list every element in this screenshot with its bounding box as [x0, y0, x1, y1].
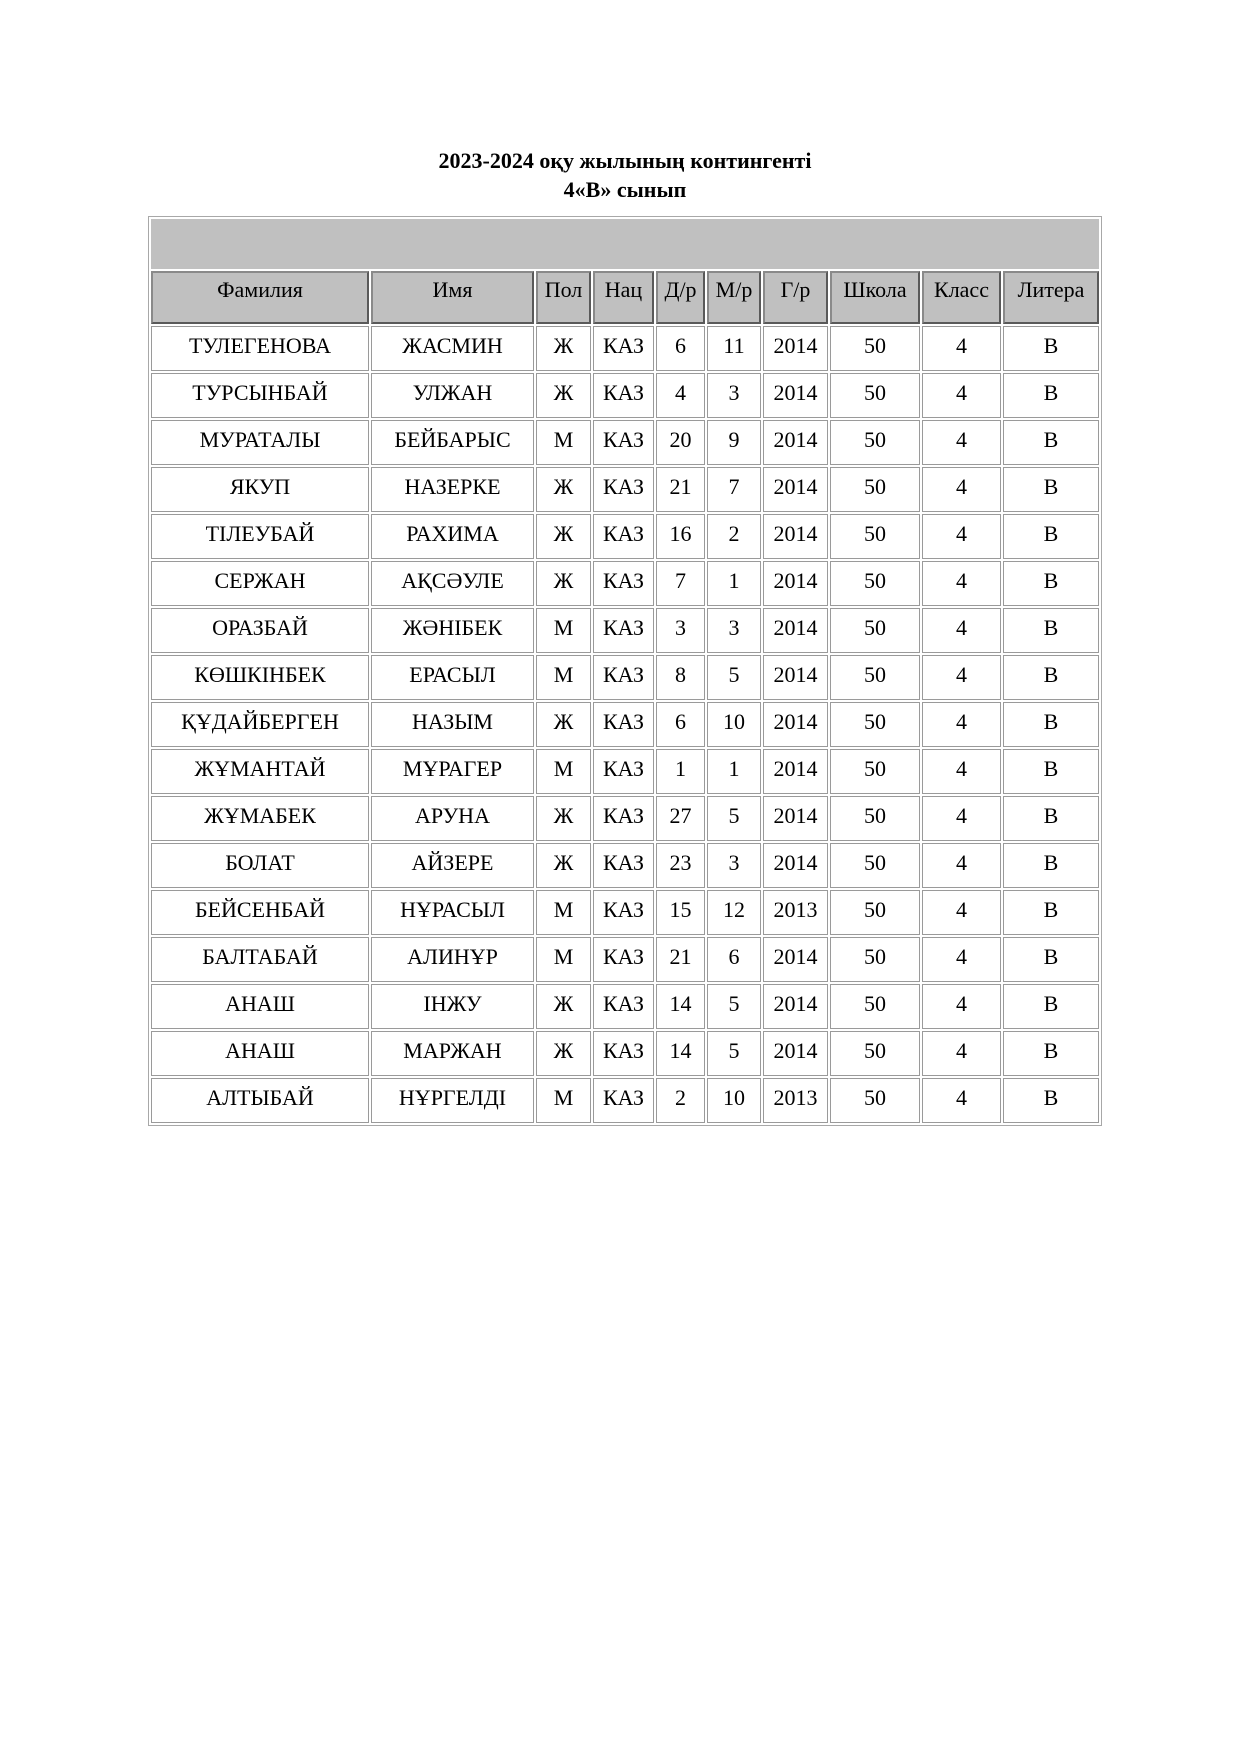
name-cell: ІНЖУ — [371, 984, 534, 1029]
letter-cell: В — [1003, 420, 1099, 465]
name-cell: НАЗЫМ — [371, 702, 534, 747]
gender-cell: Ж — [536, 514, 591, 559]
class-cell: 4 — [922, 514, 1001, 559]
table-row — [151, 655, 1099, 700]
title-line-year: 2023-2024 оқу жылының контингенті — [438, 148, 812, 173]
birth-year-cell: 2014 — [763, 608, 828, 653]
school-cell: 50 — [830, 937, 920, 982]
nationality-cell: КАЗ — [593, 1031, 654, 1076]
birth-day-cell: 27 — [656, 796, 705, 841]
nationality-cell: КАЗ — [593, 608, 654, 653]
name-cell: АЛИНҰР — [371, 937, 534, 982]
letter-cell: В — [1003, 608, 1099, 653]
birth-year-cell: 2014 — [763, 514, 828, 559]
table-row — [151, 420, 1099, 465]
birth-month-cell: 5 — [707, 984, 761, 1029]
surname-cell: ТУРСЫНБАЙ — [151, 373, 369, 418]
nationality-cell: КАЗ — [593, 373, 654, 418]
table-row — [151, 1031, 1099, 1076]
school-cell: 50 — [830, 326, 920, 371]
letter-cell: В — [1003, 702, 1099, 747]
surname-cell: МУРАТАЛЫ — [151, 420, 369, 465]
column-header-surname: Фамилия — [151, 271, 369, 324]
column-header-birth-day: Д/р — [656, 271, 705, 324]
letter-cell: В — [1003, 796, 1099, 841]
school-cell: 50 — [830, 702, 920, 747]
birth-year-cell: 2014 — [763, 326, 828, 371]
surname-cell: СЕРЖАН — [151, 561, 369, 606]
name-cell: НАЗЕРКЕ — [371, 467, 534, 512]
birth-day-cell: 6 — [656, 326, 705, 371]
table-row — [151, 608, 1099, 653]
birth-day-cell: 8 — [656, 655, 705, 700]
class-cell: 4 — [922, 373, 1001, 418]
class-cell: 4 — [922, 326, 1001, 371]
gender-cell: М — [536, 608, 591, 653]
birth-day-cell: 7 — [656, 561, 705, 606]
class-cell: 4 — [922, 796, 1001, 841]
nationality-cell: КАЗ — [593, 420, 654, 465]
table-body — [151, 326, 1099, 1123]
birth-year-cell: 2014 — [763, 937, 828, 982]
birth-year-cell: 2013 — [763, 1078, 828, 1123]
class-cell: 4 — [922, 467, 1001, 512]
letter-cell: В — [1003, 984, 1099, 1029]
birth-day-cell: 16 — [656, 514, 705, 559]
surname-cell: ТУЛЕГЕНОВА — [151, 326, 369, 371]
birth-month-cell: 5 — [707, 655, 761, 700]
birth-day-cell: 21 — [656, 937, 705, 982]
class-cell: 4 — [922, 420, 1001, 465]
name-cell: ЕРАСЫЛ — [371, 655, 534, 700]
gender-cell: Ж — [536, 843, 591, 888]
class-cell: 4 — [922, 561, 1001, 606]
birth-month-cell: 2 — [707, 514, 761, 559]
letter-cell: В — [1003, 561, 1099, 606]
surname-cell: ЖҰМАНТАЙ — [151, 749, 369, 794]
nationality-cell: КАЗ — [593, 467, 654, 512]
table-row — [151, 514, 1099, 559]
surname-cell: ҚҰДАЙБЕРГЕН — [151, 702, 369, 747]
letter-cell: В — [1003, 843, 1099, 888]
table-row — [151, 702, 1099, 747]
birth-day-cell: 14 — [656, 984, 705, 1029]
surname-cell: АНАШ — [151, 984, 369, 1029]
table-row — [151, 890, 1099, 935]
birth-month-cell: 11 — [707, 326, 761, 371]
school-cell: 50 — [830, 420, 920, 465]
table-banner — [151, 219, 1099, 269]
nationality-cell: КАЗ — [593, 702, 654, 747]
name-cell: АЙЗЕРЕ — [371, 843, 534, 888]
birth-month-cell: 3 — [707, 608, 761, 653]
birth-day-cell: 23 — [656, 843, 705, 888]
birth-day-cell: 6 — [656, 702, 705, 747]
birth-year-cell: 2014 — [763, 420, 828, 465]
name-cell: МҰРАГЕР — [371, 749, 534, 794]
name-cell: НҰРАСЫЛ — [371, 890, 534, 935]
class-cell: 4 — [922, 608, 1001, 653]
surname-cell: ЖҰМАБЕК — [151, 796, 369, 841]
gender-cell: М — [536, 655, 591, 700]
class-cell: 4 — [922, 749, 1001, 794]
table-row — [151, 561, 1099, 606]
birth-day-cell: 2 — [656, 1078, 705, 1123]
birth-year-cell: 2014 — [763, 561, 828, 606]
title-line-class: 4«В» сынып — [563, 177, 687, 202]
gender-cell: М — [536, 937, 591, 982]
birth-year-cell: 2014 — [763, 984, 828, 1029]
birth-month-cell: 6 — [707, 937, 761, 982]
nationality-cell: КАЗ — [593, 655, 654, 700]
letter-cell: В — [1003, 937, 1099, 982]
name-cell: АҚСӘУЛЕ — [371, 561, 534, 606]
gender-cell: Ж — [536, 984, 591, 1029]
gender-cell: Ж — [536, 1031, 591, 1076]
nationality-cell: КАЗ — [593, 937, 654, 982]
letter-cell: В — [1003, 373, 1099, 418]
surname-cell: АНАШ — [151, 1031, 369, 1076]
table-row — [151, 937, 1099, 982]
document-title — [149, 146, 1101, 204]
nationality-cell: КАЗ — [593, 984, 654, 1029]
table-row — [151, 467, 1099, 512]
gender-cell: М — [536, 749, 591, 794]
table-row — [151, 326, 1099, 371]
table-row — [151, 749, 1099, 794]
birth-year-cell: 2014 — [763, 655, 828, 700]
class-cell: 4 — [922, 984, 1001, 1029]
birth-year-cell: 2014 — [763, 702, 828, 747]
nationality-cell: КАЗ — [593, 749, 654, 794]
surname-cell: АЛТЫБАЙ — [151, 1078, 369, 1123]
birth-day-cell: 1 — [656, 749, 705, 794]
gender-cell: М — [536, 890, 591, 935]
school-cell: 50 — [830, 467, 920, 512]
gender-cell: М — [536, 420, 591, 465]
letter-cell: В — [1003, 749, 1099, 794]
school-cell: 50 — [830, 796, 920, 841]
nationality-cell: КАЗ — [593, 1078, 654, 1123]
class-cell: 4 — [922, 655, 1001, 700]
birth-year-cell: 2014 — [763, 796, 828, 841]
table-row — [151, 843, 1099, 888]
letter-cell: В — [1003, 655, 1099, 700]
birth-day-cell: 21 — [656, 467, 705, 512]
surname-cell: БЕЙСЕНБАЙ — [151, 890, 369, 935]
birth-day-cell: 15 — [656, 890, 705, 935]
surname-cell: ОРАЗБАЙ — [151, 608, 369, 653]
gender-cell: Ж — [536, 796, 591, 841]
birth-month-cell: 5 — [707, 796, 761, 841]
birth-year-cell: 2013 — [763, 890, 828, 935]
surname-cell: БАЛТАБАЙ — [151, 937, 369, 982]
table-row — [151, 373, 1099, 418]
school-cell: 50 — [830, 1031, 920, 1076]
school-cell: 50 — [830, 749, 920, 794]
column-header-birth-month: М/р — [707, 271, 761, 324]
birth-month-cell: 5 — [707, 1031, 761, 1076]
gender-cell: М — [536, 1078, 591, 1123]
birth-month-cell: 12 — [707, 890, 761, 935]
table-row — [151, 984, 1099, 1029]
class-cell: 4 — [922, 1031, 1001, 1076]
table-header-row — [151, 271, 1099, 324]
column-header-birth-year: Г/р — [763, 271, 828, 324]
table-banner-row — [151, 219, 1099, 269]
birth-day-cell: 4 — [656, 373, 705, 418]
table-row — [151, 796, 1099, 841]
birth-month-cell: 3 — [707, 373, 761, 418]
birth-year-cell: 2014 — [763, 467, 828, 512]
school-cell: 50 — [830, 373, 920, 418]
surname-cell: КӨШКІНБЕК — [151, 655, 369, 700]
nationality-cell: КАЗ — [593, 326, 654, 371]
birth-day-cell: 20 — [656, 420, 705, 465]
gender-cell: Ж — [536, 373, 591, 418]
name-cell: НҰРГЕЛДІ — [371, 1078, 534, 1123]
surname-cell: ЯКУП — [151, 467, 369, 512]
birth-month-cell: 9 — [707, 420, 761, 465]
name-cell: АРУНА — [371, 796, 534, 841]
birth-month-cell: 7 — [707, 467, 761, 512]
nationality-cell: КАЗ — [593, 890, 654, 935]
school-cell: 50 — [830, 890, 920, 935]
class-cell: 4 — [922, 702, 1001, 747]
class-cell: 4 — [922, 890, 1001, 935]
nationality-cell: КАЗ — [593, 561, 654, 606]
gender-cell: Ж — [536, 561, 591, 606]
letter-cell: В — [1003, 326, 1099, 371]
letter-cell: В — [1003, 1031, 1099, 1076]
birth-month-cell: 10 — [707, 702, 761, 747]
surname-cell: ТІЛЕУБАЙ — [151, 514, 369, 559]
birth-year-cell: 2014 — [763, 749, 828, 794]
school-cell: 50 — [830, 1078, 920, 1123]
birth-day-cell: 14 — [656, 1031, 705, 1076]
birth-year-cell: 2014 — [763, 843, 828, 888]
nationality-cell: КАЗ — [593, 843, 654, 888]
school-cell: 50 — [830, 843, 920, 888]
column-header-gender: Пол — [536, 271, 591, 324]
gender-cell: Ж — [536, 702, 591, 747]
letter-cell: В — [1003, 514, 1099, 559]
letter-cell: В — [1003, 467, 1099, 512]
school-cell: 50 — [830, 561, 920, 606]
name-cell: УЛЖАН — [371, 373, 534, 418]
column-header-nationality: Нац — [593, 271, 654, 324]
birth-month-cell: 10 — [707, 1078, 761, 1123]
school-cell: 50 — [830, 514, 920, 559]
gender-cell: Ж — [536, 467, 591, 512]
name-cell: ЖӘНІБЕК — [371, 608, 534, 653]
school-cell: 50 — [830, 608, 920, 653]
birth-month-cell: 1 — [707, 561, 761, 606]
name-cell: ЖАСМИН — [371, 326, 534, 371]
birth-day-cell: 3 — [656, 608, 705, 653]
student-roster-table — [148, 216, 1102, 1126]
letter-cell: В — [1003, 1078, 1099, 1123]
name-cell: МАРЖАН — [371, 1031, 534, 1076]
name-cell: БЕЙБАРЫС — [371, 420, 534, 465]
column-header-class: Класс — [922, 271, 1001, 324]
class-cell: 4 — [922, 1078, 1001, 1123]
birth-month-cell: 1 — [707, 749, 761, 794]
column-header-school: Школа — [830, 271, 920, 324]
nationality-cell: КАЗ — [593, 796, 654, 841]
surname-cell: БОЛАТ — [151, 843, 369, 888]
name-cell: РАХИМА — [371, 514, 534, 559]
column-header-letter: Литера — [1003, 271, 1099, 324]
class-cell: 4 — [922, 843, 1001, 888]
gender-cell: Ж — [536, 326, 591, 371]
column-header-name: Имя — [371, 271, 534, 324]
school-cell: 50 — [830, 984, 920, 1029]
class-cell: 4 — [922, 937, 1001, 982]
nationality-cell: КАЗ — [593, 514, 654, 559]
birth-year-cell: 2014 — [763, 1031, 828, 1076]
birth-year-cell: 2014 — [763, 373, 828, 418]
birth-month-cell: 3 — [707, 843, 761, 888]
letter-cell: В — [1003, 890, 1099, 935]
school-cell: 50 — [830, 655, 920, 700]
table-row — [151, 1078, 1099, 1123]
